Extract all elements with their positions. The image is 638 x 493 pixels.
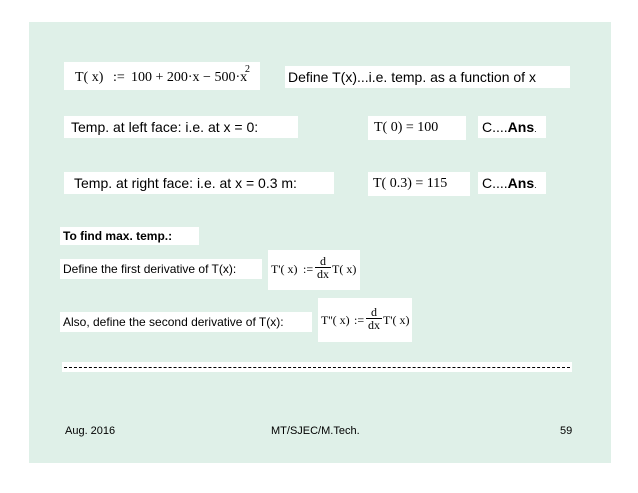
right-face-result: T( 0.3) = 115 bbox=[373, 176, 448, 191]
answer-suffix: . bbox=[534, 180, 537, 190]
right-face-answer-box bbox=[478, 172, 546, 194]
formula-exponent: 2 bbox=[245, 64, 250, 75]
answer-bold: Ans bbox=[507, 119, 535, 135]
left-face-answer bbox=[482, 119, 537, 135]
second-derivative-assign: := bbox=[354, 313, 365, 327]
right-face-label-box bbox=[64, 172, 334, 194]
right-face-label: Temp. at right face: i.e. at x = 0.3 m: bbox=[74, 175, 297, 191]
footer-center: MT/SJEC/M.Tech. bbox=[271, 425, 360, 437]
second-derivative-lhs: T''( x) bbox=[321, 313, 350, 327]
derivative-numerator: d bbox=[320, 254, 326, 268]
first-derivative-formula-box bbox=[268, 250, 360, 290]
formula-rhs: 100 + 200·x − 500·x bbox=[131, 70, 248, 85]
description-box bbox=[285, 66, 570, 88]
footer-date: Aug. 2016 bbox=[65, 425, 116, 437]
description-text: Define T(x)...i.e. temp. as a function of x bbox=[288, 69, 536, 85]
formula-box-tx bbox=[64, 62, 260, 90]
first-derivative-rhs: T( x) bbox=[332, 262, 357, 276]
left-face-answer-box bbox=[478, 116, 546, 138]
left-face-label-box bbox=[64, 116, 298, 138]
derivative-denominator: dx bbox=[368, 318, 380, 332]
formula-assign: := bbox=[113, 70, 125, 85]
second-derivative-label-box bbox=[60, 312, 312, 332]
right-face-result-box bbox=[368, 172, 470, 196]
left-face-result-box bbox=[368, 116, 466, 140]
right-face-answer bbox=[482, 175, 537, 191]
dashed-separator bbox=[64, 367, 570, 368]
answer-suffix: . bbox=[534, 124, 537, 134]
second-derivative-formula-box bbox=[318, 298, 412, 342]
answer-bold: Ans bbox=[507, 175, 535, 191]
answer-prefix: C.... bbox=[482, 119, 508, 135]
footer-page-number: 59 bbox=[560, 425, 573, 437]
first-derivative-operator bbox=[315, 255, 331, 280]
second-derivative-label: Also, define the second derivative of T(x): bbox=[63, 315, 284, 329]
second-derivative-rhs: T'( x) bbox=[383, 313, 410, 327]
derivative-denominator: dx bbox=[317, 267, 329, 281]
derivative-numerator: d bbox=[371, 305, 377, 319]
second-derivative-operator bbox=[366, 306, 382, 331]
first-derivative-lhs: T'( x) bbox=[271, 262, 298, 276]
section-heading: To find max. temp.: bbox=[63, 229, 173, 243]
answer-prefix: C.... bbox=[482, 175, 508, 191]
left-face-result: T( 0) = 100 bbox=[374, 120, 439, 135]
section-heading-box bbox=[60, 227, 199, 245]
formula-lhs: T( x) bbox=[75, 70, 104, 85]
first-derivative-label: Define the first derivative of T(x): bbox=[63, 262, 237, 276]
first-derivative-label-box bbox=[60, 259, 262, 279]
first-derivative-assign: := bbox=[303, 262, 314, 276]
left-face-label: Temp. at left face: i.e. at x = 0: bbox=[71, 119, 259, 135]
